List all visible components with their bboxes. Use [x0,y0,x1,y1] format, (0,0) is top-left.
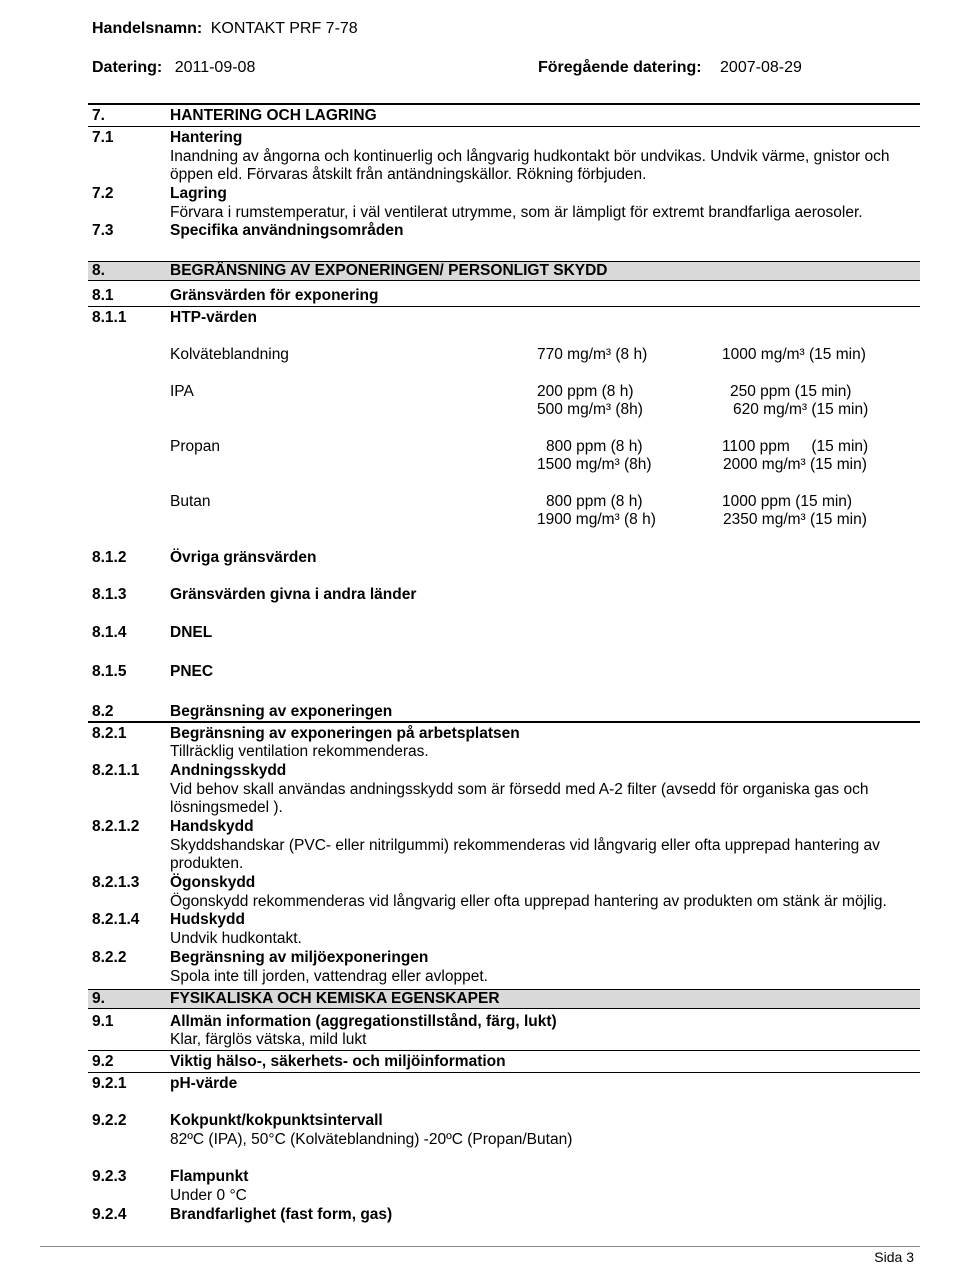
s814-number: 8.1.4 [92,624,127,641]
s923-title: Flampunkt [170,1168,249,1185]
htp-name: Kolväteblandning [170,346,289,363]
htp-value-15min: 250 ppm (15 min) [730,383,852,400]
s71-text-line1: Inandning av ångorna och kontinuerlig och långvarig hudkontakt bör undvikas. Undvik värme, gnistor och [170,148,890,165]
s91-number: 9.1 [92,1013,114,1030]
section-7-bottom-rule [88,126,920,127]
s8211-number: 8.2.1.1 [92,762,140,779]
htp-value-8h: 770 mg/m³ (8 h) [537,346,648,363]
s8214-title: Hudskydd [170,911,245,928]
htp-value-15min: 1000 ppm (15 min) [722,493,853,510]
htp-value-15min: 620 mg/m³ (15 min) [733,401,869,418]
date-row [92,59,255,77]
s92-top-rule [88,1050,920,1051]
s71-text-line2: öppen eld. Förvaras åtskilt från antändningskällor. Rökning förbjuden. [170,166,647,183]
s923-number: 9.2.3 [92,1168,127,1185]
prev-date-row [538,59,802,77]
section-9-number: 9. [92,990,105,1007]
s813-title: Gränsvärden givna i andra länder [170,586,417,603]
prev-date-value: 2007-08-29 [720,59,802,76]
s72-text: Förvara i rumstemperatur, i väl ventilerat utrymme, som är lämpligt för extremt brandfarliga aerosoler. [170,204,863,221]
s8213-number: 8.2.1.3 [92,874,140,891]
s814-title: DNEL [170,624,213,641]
s812-title: Övriga gränsvärden [170,549,317,566]
htp-value-8h: 1900 mg/m³ (8 h) [537,511,656,528]
s815-title: PNEC [170,663,214,680]
s8214-text: Undvik hudkontakt. [170,930,302,947]
htp-value-15min: 2000 mg/m³ (15 min) [723,456,867,473]
s82-rule [88,721,920,723]
s8212-text-line2: produkten. [170,855,244,872]
s71-number: 7.1 [92,129,114,146]
s922-number: 9.2.2 [92,1112,127,1129]
s8211-text-line2: lösningsmedel ). [170,799,283,816]
section-9-title: FYSIKALISKA OCH KEMISKA EGENSKAPER [170,990,500,1007]
s81-rule [88,306,920,307]
htp-value-15min: 1100 ppm (15 min) [722,438,869,455]
tradename-label: Handelsnamn: [92,20,203,37]
s811-title: HTP-värden [170,309,257,326]
s923-text: Under 0 °C [170,1187,247,1204]
s8212-title: Handskydd [170,818,254,835]
s821-number: 8.2.1 [92,725,127,742]
s92-title: Viktig hälso-, säkerhets- och miljöinformation [170,1053,506,1070]
s8211-text-line1: Vid behov skall användas andningsskydd som är försedd med A-2 filter (avsedd för organiska gas och [170,781,869,798]
date-value: 2011-09-08 [174,59,256,76]
s92-number: 9.2 [92,1053,114,1070]
htp-value-15min: 1000 mg/m³ (15 min) [722,346,866,363]
s8213-text: Ögonskydd rekommenderas vid långvarig eller ofta upprepad hantering av produkten om stänk är möjlig. [170,893,887,910]
section-7-top-rule [88,103,920,105]
section-7-number: 7. [92,107,105,124]
s91-title: Allmän information (aggregationstillstånd, färg, lukt) [170,1013,557,1030]
s8211-title: Andningsskydd [170,762,287,779]
s92-bottom-rule [88,1072,920,1073]
s8212-text-line1: Skyddshandskar (PVC- eller nitrilgummi) rekommenderas vid långvarig eller ofta upprepad hantering av [170,837,880,854]
s8212-number: 8.2.1.2 [92,818,140,835]
s922-text: 82ºC (IPA), 50°C (Kolväteblandning) -20ºC (Propan/Butan) [170,1131,573,1148]
prev-date-label: Föregående datering: [538,59,702,76]
s82-number: 8.2 [92,703,114,720]
htp-value-15min: 2350 mg/m³ (15 min) [723,511,867,528]
htp-value-8h: 200 ppm (8 h) [537,383,634,400]
tradename-row [92,20,358,38]
page-number: Sida 3 [874,1249,914,1265]
footer-rule [40,1246,920,1247]
s812-number: 8.1.2 [92,549,127,566]
s8214-number: 8.2.1.4 [92,911,140,928]
htp-name: Butan [170,493,211,510]
section-7-title: HANTERING OCH LAGRING [170,107,377,124]
section-8-number: 8. [92,262,105,279]
s924-number: 9.2.4 [92,1206,127,1223]
s922-title: Kokpunkt/kokpunktsintervall [170,1112,383,1129]
htp-value-8h: 1500 mg/m³ (8h) [537,456,652,473]
htp-name: Propan [170,438,220,455]
s822-number: 8.2.2 [92,949,127,966]
s72-number: 7.2 [92,185,114,202]
s71-title: Hantering [170,129,243,146]
s81-number: 8.1 [92,287,114,304]
s821-text: Tillräcklig ventilation rekommenderas. [170,743,429,760]
s815-number: 8.1.5 [92,663,127,680]
section-8-title: BEGRÄNSNING AV EXPONERINGEN/ PERSONLIGT SKYDD [170,262,608,279]
s73-title: Specifika användningsområden [170,222,404,239]
s811-number: 8.1.1 [92,309,127,326]
s82-title: Begränsning av exponeringen [170,703,393,720]
s821-title: Begränsning av exponeringen på arbetsplatsen [170,725,520,742]
htp-value-8h: 800 ppm (8 h) [546,438,643,455]
s921-title: pH-värde [170,1075,238,1092]
s8213-title: Ögonskydd [170,874,256,891]
s72-title: Lagring [170,185,227,202]
s81-title: Gränsvärden för exponering [170,287,379,304]
s822-title: Begränsning av miljöexponeringen [170,949,429,966]
s73-number: 7.3 [92,222,114,239]
date-label: Datering: [92,59,163,76]
s91-text: Klar, färglös vätska, mild lukt [170,1031,367,1048]
tradename-value: KONTAKT PRF 7-78 [210,20,358,37]
htp-value-8h: 800 ppm (8 h) [546,493,643,510]
s924-title: Brandfarlighet (fast form, gas) [170,1206,393,1223]
htp-value-8h: 500 mg/m³ (8h) [537,401,643,418]
htp-name: IPA [170,383,194,400]
s813-number: 8.1.3 [92,586,127,603]
s921-number: 9.2.1 [92,1075,127,1092]
s822-text: Spola inte till jorden, vattendrag eller avloppet. [170,968,488,985]
